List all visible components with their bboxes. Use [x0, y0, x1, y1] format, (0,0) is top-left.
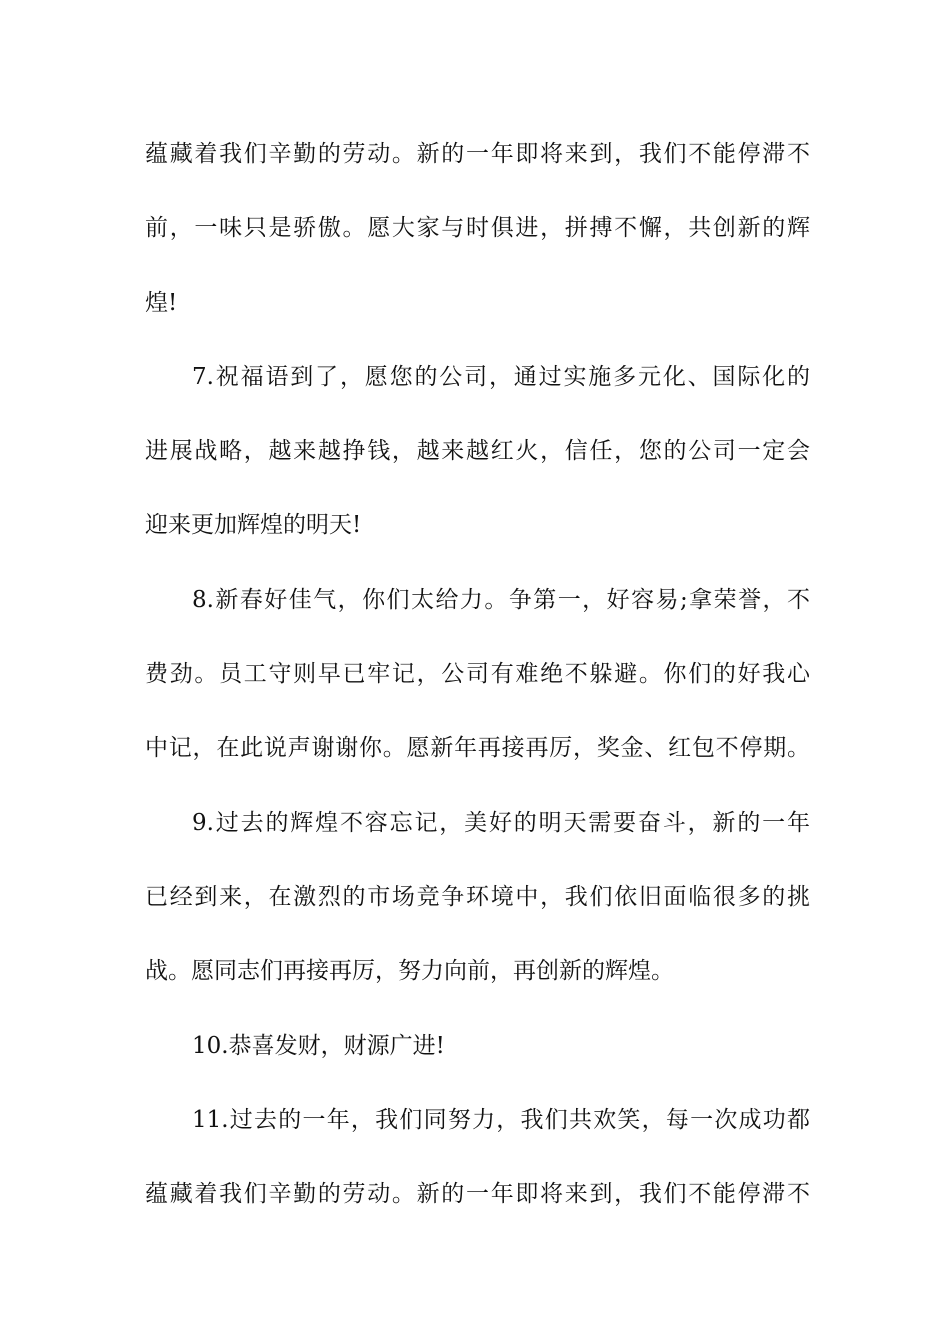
text-line: 前，一味只是骄傲。愿大家与时俱进，拼搏不懈，共创新的辉	[145, 215, 810, 242]
text-line: 蕴藏着我们辛勤的劳动。新的一年即将来到，我们不能停滞不	[145, 141, 810, 167]
text-line: 煌!	[145, 289, 178, 316]
text-line: 战。愿同志们再接再厉，努力向前，再创新的辉煌。	[145, 958, 674, 985]
paragraph-start-8: 8.新春好佳气，你们太给力。争第一，好容易;拿荣誉，不	[192, 586, 810, 613]
text-line: 迎来更加辉煌的明天!	[145, 512, 362, 539]
paragraph-start-11: 11.过去的一年，我们同努力，我们共欢笑，每一次成功都	[192, 1106, 810, 1133]
text-line: 蕴藏着我们辛勤的劳动。新的一年即将来到，我们不能停滞不	[145, 1181, 810, 1208]
paragraph-start-9: 9.过去的辉煌不容忘记，美好的明天需要奋斗，新的一年	[192, 809, 810, 836]
paragraph-start-10: 10.恭喜发财，财源广进!	[192, 1032, 445, 1059]
text-line: 中记，在此说声谢谢你。愿新年再接再厉，奖金、红包不停期。	[145, 735, 810, 762]
text-line: 进展战略，越来越挣钱，越来越红火，信任，您的公司一定会	[145, 438, 810, 465]
paragraph-start-7: 7.祝福语到了，愿您的公司，通过实施多元化、国际化的	[192, 363, 810, 390]
text-line: 已经到来，在激烈的市场竞争环境中，我们依旧面临很多的挑	[145, 883, 810, 910]
text-line: 费劲。员工守则早已牢记，公司有难绝不躲避。你们的好我心	[145, 661, 810, 688]
document-body	[145, 124, 810, 1238]
